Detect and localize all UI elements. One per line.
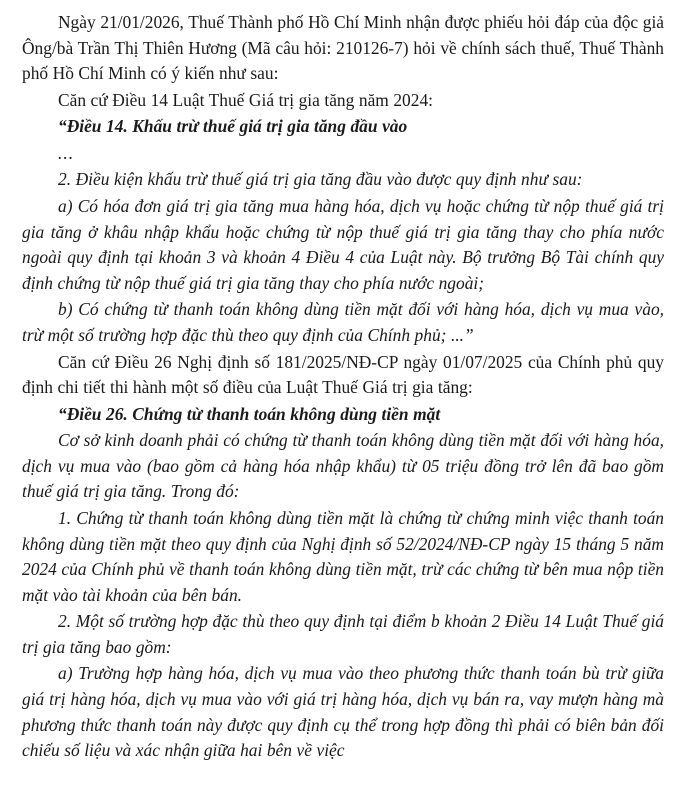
paragraph-article-26-intro: Cơ sở kinh doanh phải có chứng từ thanh toán không dùng tiền mặt đối với hàng hóa, dịch vụ mua vào (bao gồm cả hàng hóa nhập khẩu) từ 05 triệu đồng trở lên đã bao gồm thuế giá trị gia tăng. Trong đó:: [22, 430, 664, 502]
paragraph-article-14-heading: “Điều 14. Khấu trừ thuế giá trị gia tăng đầu vào: [58, 116, 408, 137]
paragraph-basis-decree-181: Căn cứ Điều 26 Nghị định số 181/2025/NĐ-CP ngày 01/07/2025 của Chính phủ quy định chi tiết thi hành một số điều của Luật Thuế Giá trị gia tăng:: [22, 351, 664, 398]
paragraph-article-26-clause-2: 2. Một số trường hợp đặc thù theo quy định tại điểm b khoản 2 Điều 14 Luật Thuế giá trị gia tăng bao gồm:: [22, 611, 664, 657]
paragraph-ellipsis-1: ...: [58, 142, 75, 163]
paragraph-article-26-heading: “Điều 26. Chứng từ thanh toán không dùng tiền mặt: [58, 403, 441, 424]
paragraph-article-14-clause-2: 2. Điều kiện khấu trừ thuế giá trị gia tăng đầu vào được quy định như sau:: [58, 169, 583, 190]
paragraph-basis-law-14: Căn cứ Điều 14 Luật Thuế Giá trị gia tăng năm 2024:: [58, 89, 433, 110]
paragraph-article-26-clause-2a: a) Trường hợp hàng hóa, dịch vụ mua vào theo phương thức thanh toán bù trừ giữa giá trị hàng hóa, dịch vụ mua vào với giá trị hàng hóa, dịch vụ bán ra, vay mượn hàng mà phương thức thanh toán này được quy định cụ thể trong hợp đồng thì phải có biên bản đối chiếu số liệu và xác nhận giữa hai bên về việc: [22, 663, 664, 761]
paragraph-article-14-clause-2b: b) Có chứng từ thanh toán không dùng tiền mặt đối với hàng hóa, dịch vụ mua vào, trừ một số trường hợp đặc thù theo quy định của Chính phủ; ...”: [22, 299, 664, 345]
paragraph-intro: Ngày 21/01/2026, Thuế Thành phố Hồ Chí Minh nhận được phiếu hỏi đáp của độc giả Ông/bà Trần Thị Thiên Hương (Mã câu hỏi: 210126-7) hỏi về chính sách thuế, Thuế Thành phố Hồ Chí Minh có ý kiến như sau:: [22, 12, 664, 84]
paragraph-article-14-clause-2a: a) Có hóa đơn giá trị gia tăng mua hàng hóa, dịch vụ hoặc chứng từ nộp thuế giá trị gia tăng ở khâu nhập khẩu hoặc chứng từ nộp thuế giá trị gia tăng thay cho phía nước ngoài quy định tại khoản 3 và khoản 4 Điều 4 của Luật này. Bộ trưởng Bộ Tài chính quy định chứng từ nộp thuế giá trị gia tăng thay cho phía nước ngoài;: [22, 196, 664, 293]
paragraph-article-26-clause-1: 1. Chứng từ thanh toán không dùng tiền mặt là chứng từ chứng minh việc thanh toán không dùng tiền mặt theo quy định của Nghị định số 52/2024/NĐ-CP ngày 15 tháng 5 năm 2024 của Chính phủ về thanh toán không dùng tiền mặt, trừ các chứng từ bên mua nộp tiền mặt vào tài khoản của bên bán.: [22, 507, 664, 605]
